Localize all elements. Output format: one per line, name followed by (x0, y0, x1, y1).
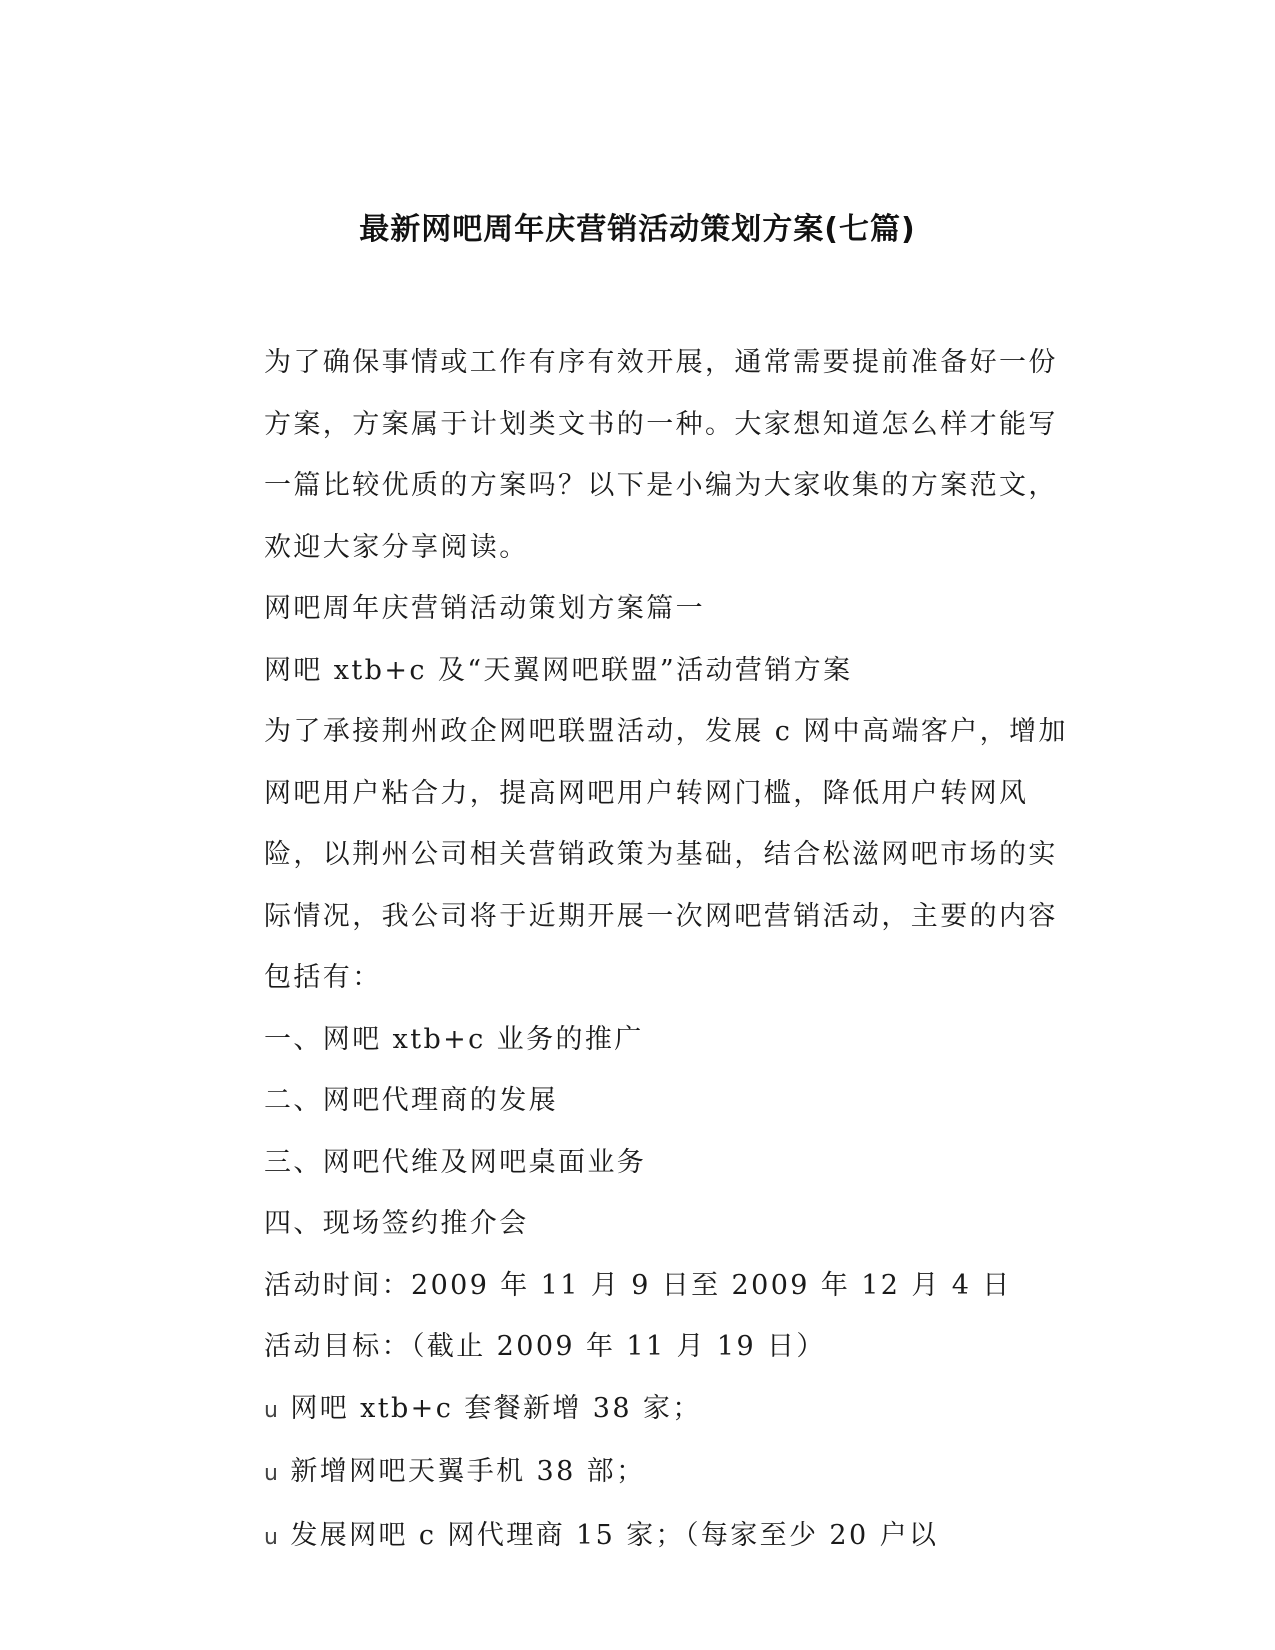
activity-time: 活动时间：2009 年 11 月 9 日至 2009 年 12 月 4 日 (264, 1269, 1012, 1301)
goal-bullet-text: 发展网吧 c 网代理商 15 家；（每家至少 20 户以 (290, 1519, 939, 1551)
goal-bullet-text: 网吧 xtb+c 套餐新增 38 家； (290, 1392, 702, 1424)
bullet-icon: u (264, 1397, 281, 1423)
goal-bullet-text: 新增网吧天翼手机 38 部； (290, 1456, 646, 1487)
intro-paragraph: 为了确保事情或工作有序有效开展，通常需要提前准备好一份方案，方案属于计划类文书的一种。大家想知道怎么样才能写一篇比较优质的方案吗？以下是小编为大家收集的方案范文，欢迎大家分享阅读。 (264, 347, 1058, 563)
bullet-icon: u (264, 1524, 281, 1550)
document-body (190, 332, 1070, 1568)
bullet-icon: u (264, 1461, 281, 1486)
goal-bullet (190, 1441, 1070, 1505)
document-title: 最新网吧周年庆营销活动策划方案(七篇) (359, 212, 916, 247)
plan-title: 网吧 xtb+c 及“天翼网吧联盟”活动营销方案 (264, 654, 853, 686)
goal-bullet (190, 1505, 1070, 1569)
plan-paragraph: 为了承接荆州政企网吧联盟活动，发展 c 网中高端客户，增加网吧用户粘合力，提高网吧用户转网门槛，降低用户转网风险，以荆州公司相关营销政策为基础，结合松滋网吧市场的实际情况，我公司将于近期开展一次网吧营销活动，主要的内容包括有： (264, 716, 1068, 993)
list-item-4: 四、现场签约推介会 (264, 1208, 529, 1239)
activity-goal: 活动目标：（截止 2009 年 11 月 19 日） (264, 1331, 826, 1362)
list-item-1: 一、网吧 xtb+c 业务的推广 (264, 1023, 644, 1055)
section-heading: 网吧周年庆营销活动策划方案篇一 (264, 593, 705, 624)
goal-bullet (190, 1378, 1070, 1442)
list-item-3: 三、网吧代维及网吧桌面业务 (264, 1146, 647, 1178)
list-item-2: 二、网吧代理商的发展 (264, 1085, 558, 1116)
